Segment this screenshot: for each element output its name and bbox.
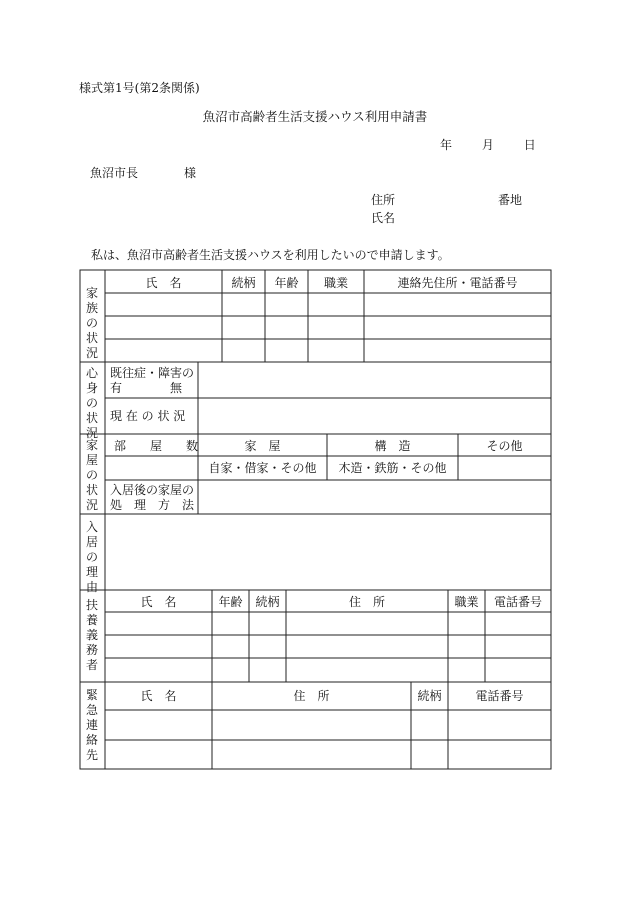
section-label-mind-body: 心身の状況 [85,366,98,440]
address-label: 住所 [371,193,396,207]
form-number: 様式第1号(第2条関係) [79,81,200,95]
section-label-housing: 家屋の状況 [85,438,98,512]
date-year-label: 年 [440,138,453,152]
section-label-emergency: 緊急連絡先 [85,688,98,762]
housing-structure-label: 構 造 [374,439,411,453]
housing-after-line2: 処 理 方 法 [110,498,195,512]
mind-current-state: 現 在 の 状 況 [110,409,186,423]
section-label-dependents: 扶養義務者 [85,598,98,672]
addressee: 魚沼市長 [90,166,139,180]
housing-structure-options: 木造・鉄筋・その他 [338,461,447,475]
date-day-label: 日 [523,138,536,152]
dependents-header-relation: 続柄 [255,595,280,609]
mind-history-line2: 有 無 [110,381,183,395]
housing-house-label: 家 屋 [244,439,281,453]
emergency-header-address: 住 所 [293,689,330,703]
dependents-header-phone: 電話番号 [493,595,542,609]
dependents-header-occupation: 職業 [454,595,479,609]
housing-rooms-label: 部 屋 数 [114,439,199,453]
family-header-contact: 連絡先住所・電話番号 [397,276,518,290]
family-header-age: 年齢 [274,276,299,290]
emergency-header-phone: 電話番号 [475,689,524,703]
address-suffix: 番地 [498,193,523,207]
form-title: 魚沼市高齢者生活支援ハウス利用申請書 [202,109,428,124]
family-header-occupation: 職業 [323,276,348,290]
declaration-text: 私は、魚沼市高齢者生活支援ハウスを利用したいので申請します。 [91,248,450,262]
dependents-header-address: 住 所 [348,595,385,609]
housing-other-label: その他 [486,439,523,453]
dependents-header-name: 氏 名 [140,595,177,609]
housing-after-line1: 入居後の家屋の [110,483,195,497]
dependents-header-age: 年齢 [218,595,243,609]
family-header-relation: 続柄 [231,276,256,290]
section-label-family: 家族の状況 [85,286,98,360]
family-header-name: 氏 名 [145,276,182,290]
mind-history-line1: 既往症・障害の [110,366,195,380]
section-label-reason: 入居の理由 [85,520,98,594]
housing-house-options: 自家・借家・その他 [208,461,317,475]
honorific: 様 [184,166,197,180]
name-label: 氏名 [371,211,396,225]
date-month-label: 月 [481,138,494,152]
emergency-header-relation: 続柄 [417,689,442,703]
emergency-header-name: 氏 名 [140,689,177,703]
